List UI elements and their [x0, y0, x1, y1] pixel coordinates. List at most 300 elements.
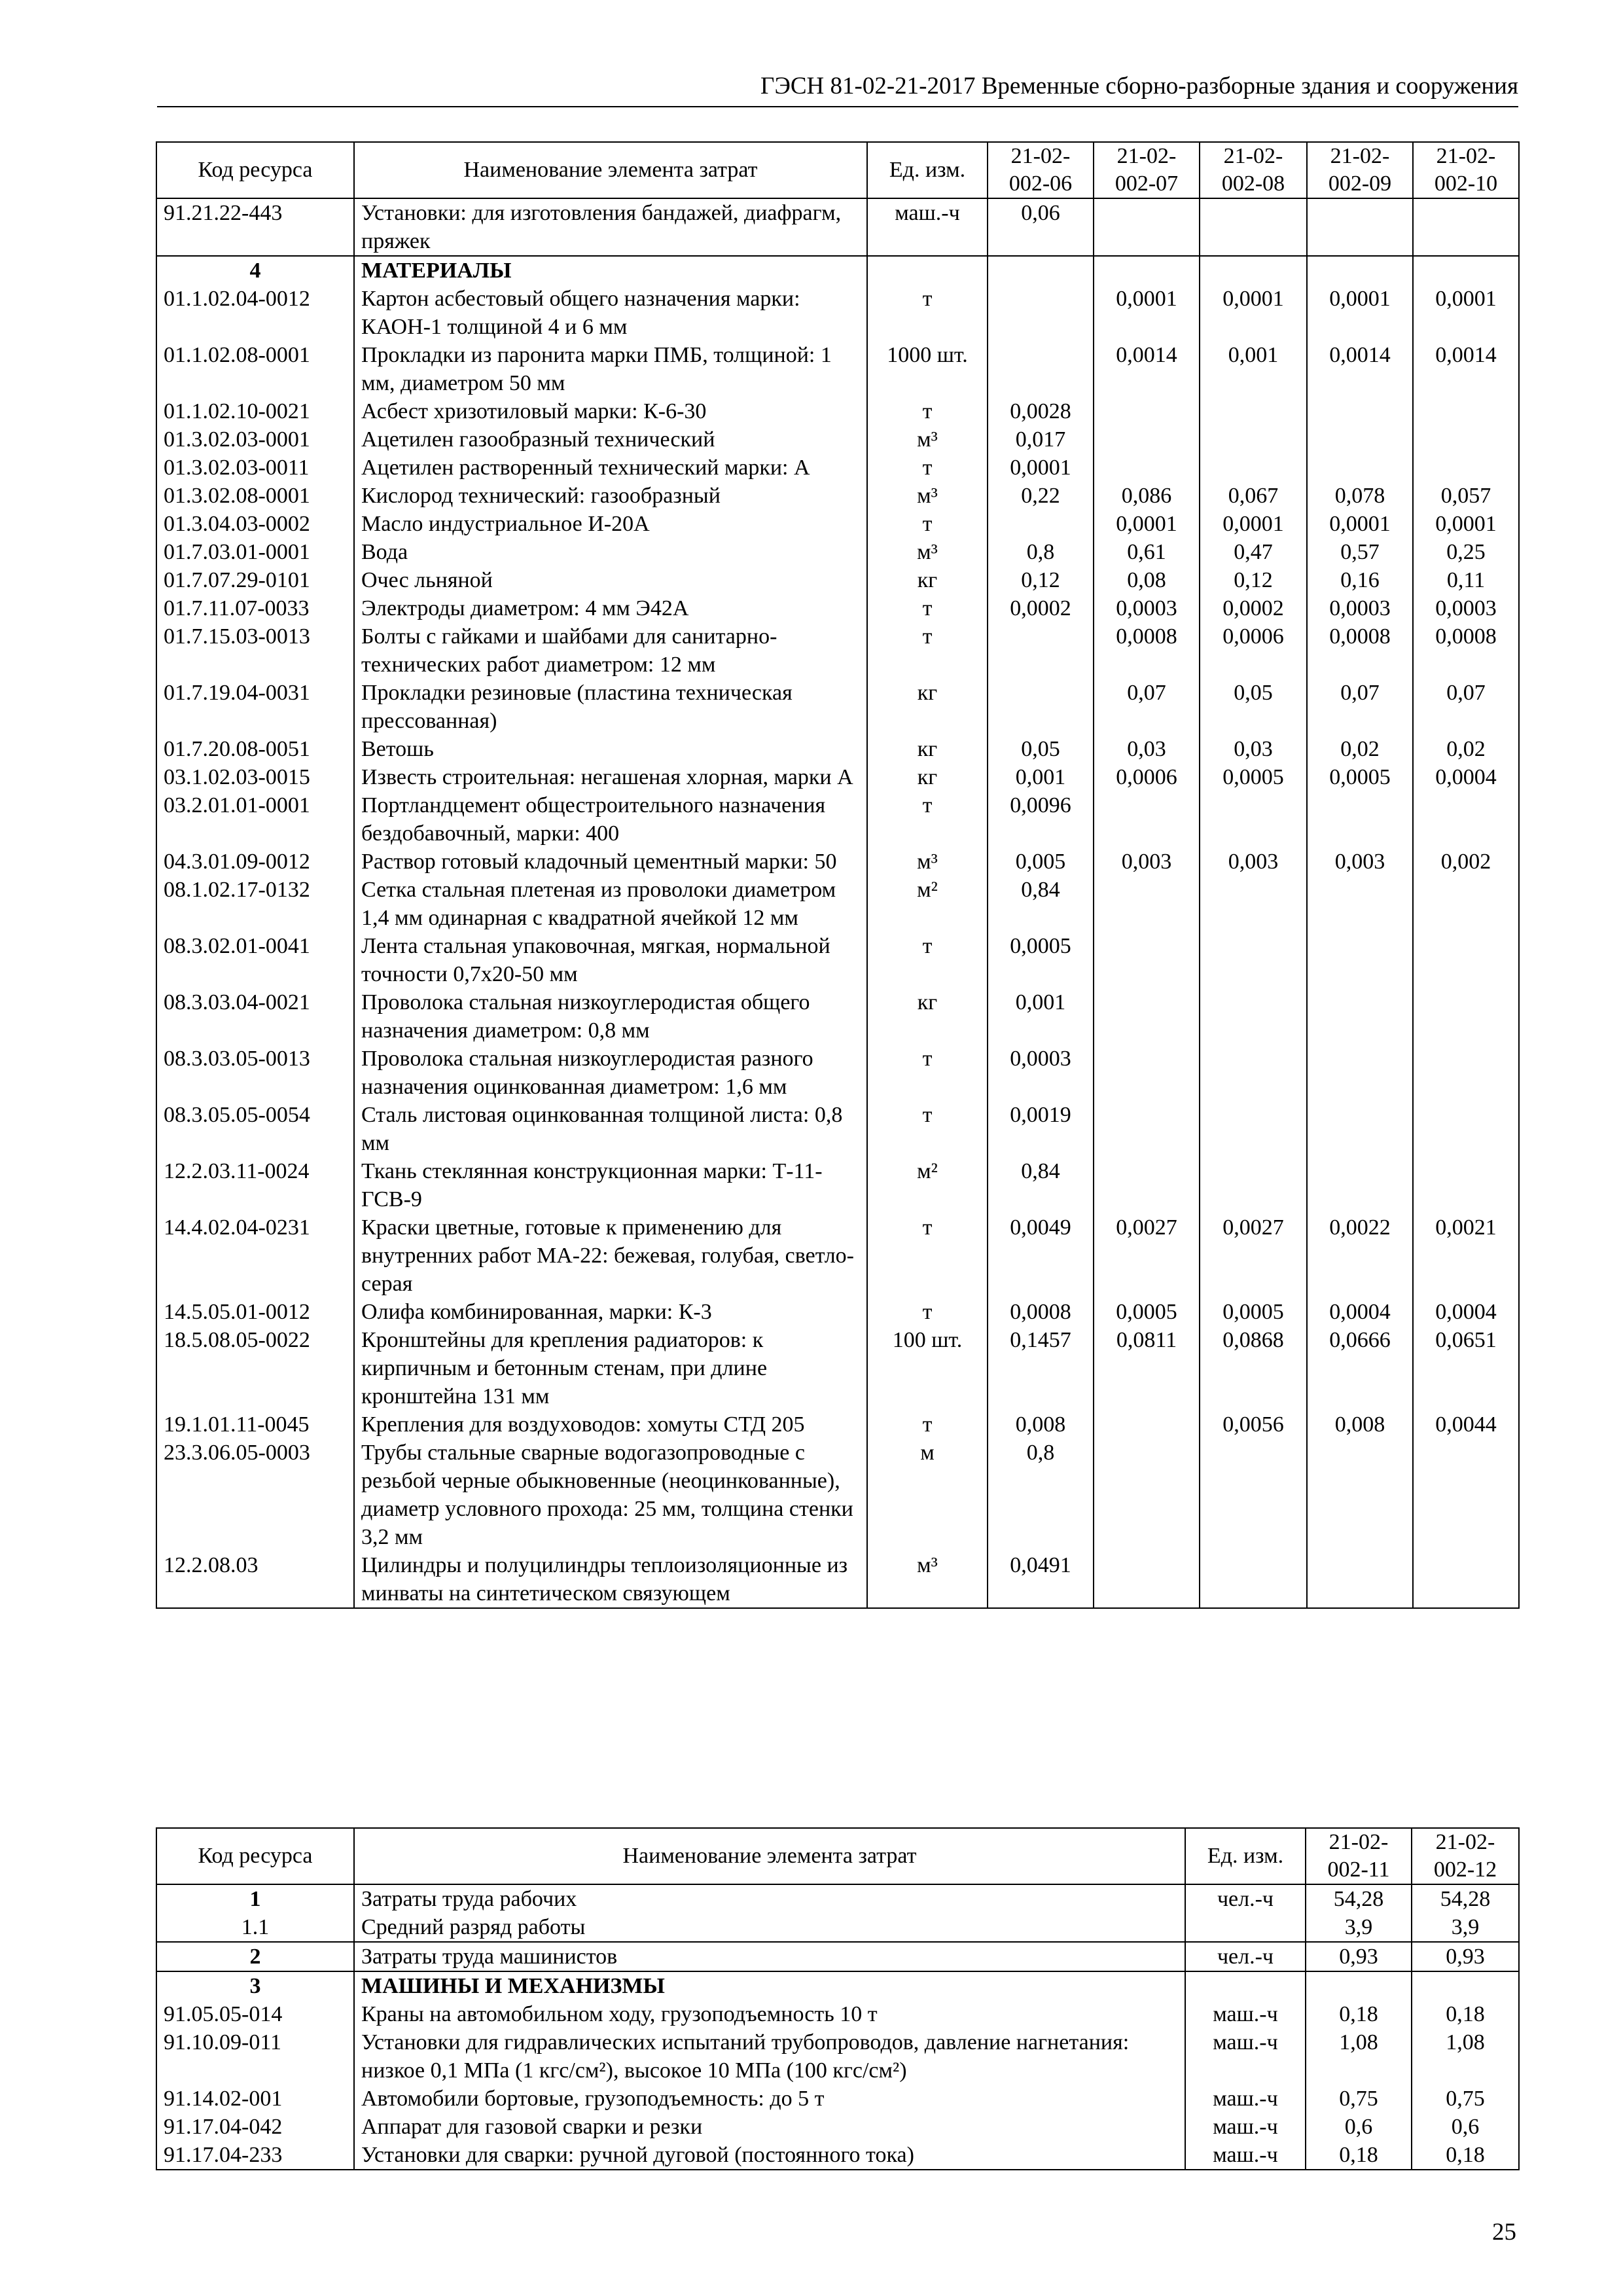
cell-value	[1307, 397, 1413, 425]
cell-value	[1307, 425, 1413, 454]
cell-value: 0,0001	[988, 454, 1094, 482]
cell-value: 0,0014	[1413, 341, 1519, 397]
cell-unit: т	[867, 1101, 988, 1157]
cell-name: Картон асбестовый общего назначения марки: КАОН-1 толщиной 4 и 6 мм	[354, 285, 867, 341]
table-row	[156, 454, 1519, 482]
col-header-name: Наименование элемента затрат	[354, 1828, 1185, 1884]
cell-value	[1307, 1439, 1413, 1551]
cell-value	[1200, 1101, 1307, 1157]
header-rule	[157, 106, 1518, 107]
cell-value	[1413, 1101, 1519, 1157]
table-row	[156, 510, 1519, 538]
table-row	[156, 566, 1519, 594]
cell-value	[1200, 198, 1307, 256]
cell-value: 3,9	[1306, 1913, 1412, 1942]
table-row	[156, 256, 1519, 285]
cell-value: 0,0651	[1413, 1326, 1519, 1410]
cell-code: 03.1.02.03-0015	[156, 763, 354, 791]
cell-value	[1413, 397, 1519, 425]
cell-value: 0,0004	[1413, 1298, 1519, 1326]
cell-value: 0,05	[1200, 679, 1307, 735]
cell-value: 0,002	[1413, 848, 1519, 876]
cell-code: 08.3.03.04-0021	[156, 988, 354, 1045]
cell-value	[1200, 425, 1307, 454]
cell-unit: т	[867, 1045, 988, 1101]
cell-value	[1413, 256, 1519, 285]
cell-code: 12.2.08.03	[156, 1551, 354, 1608]
table-row	[156, 285, 1519, 341]
cell-name: Сталь листовая оцинкованная толщиной листа: 0,8 мм	[354, 1101, 867, 1157]
cell-unit: т	[867, 454, 988, 482]
cell-value: 0,0868	[1200, 1326, 1307, 1410]
cell-value	[1200, 454, 1307, 482]
cell-value: 0,0049	[988, 1213, 1094, 1298]
cell-name: Вода	[354, 538, 867, 566]
cell-name: Очес льняной	[354, 566, 867, 594]
cell-code: 01.1.02.04-0012	[156, 285, 354, 341]
cell-value: 0,8	[988, 538, 1094, 566]
cell-name: Проволока стальная низкоуглеродистая общего назначения диаметром: 0,8 мм	[354, 988, 867, 1045]
cell-value	[1094, 791, 1200, 848]
cell-value	[1307, 198, 1413, 256]
table-row	[156, 1942, 1519, 1971]
cell-name: Аппарат для газовой сварки и резки	[354, 2113, 1185, 2141]
cell-code: 01.3.04.03-0002	[156, 510, 354, 538]
cell-value: 0,07	[1307, 679, 1413, 735]
table-row	[156, 594, 1519, 622]
cell-code: 1	[156, 1884, 354, 1913]
cell-unit: т	[867, 932, 988, 988]
cell-code: 01.7.11.07-0033	[156, 594, 354, 622]
cell-name: МАТЕРИАЛЫ	[354, 256, 867, 285]
cell-code: 91.05.05-014	[156, 2000, 354, 2028]
cell-name: Асбест хризотиловый марки: К-6-30	[354, 397, 867, 425]
cell-name: Болты с гайками и шайбами для санитарно-технических работ диаметром: 12 мм	[354, 622, 867, 679]
cell-name: Кронштейны для крепления радиаторов: к кирпичным и бетонным стенам, при длине кронштейна 131 мм	[354, 1326, 867, 1410]
cell-unit: чел.-ч	[1185, 1884, 1306, 1913]
cell-name: Лента стальная упаковочная, мягкая, нормальной точности 0,7х20-50 мм	[354, 932, 867, 988]
cell-name: Масло индустриальное И-20А	[354, 510, 867, 538]
cell-unit	[1185, 1971, 1306, 2000]
col-header-norm: 21-02-002-06	[988, 142, 1094, 198]
table-row	[156, 1045, 1519, 1101]
cell-code: 03.2.01.01-0001	[156, 791, 354, 848]
cell-value	[1307, 256, 1413, 285]
table-row	[156, 1971, 1519, 2000]
cell-value	[1094, 1157, 1200, 1213]
cell-value: 0,18	[1306, 2141, 1412, 2170]
cell-value	[1413, 1157, 1519, 1213]
cell-value	[1200, 1045, 1307, 1101]
table-row	[156, 397, 1519, 425]
table-row	[156, 876, 1519, 932]
cell-unit: м²	[867, 876, 988, 932]
cell-value: 0,0008	[1094, 622, 1200, 679]
cell-code: 01.3.02.08-0001	[156, 482, 354, 510]
col-header-code: Код ресурса	[156, 1828, 354, 1884]
table-row	[156, 2028, 1519, 2085]
col-header-code: Код ресурса	[156, 142, 354, 198]
cell-value	[1413, 425, 1519, 454]
cell-value	[1307, 1045, 1413, 1101]
cell-name: Ткань стеклянная конструкционная марки: Т-11-ГСВ-9	[354, 1157, 867, 1213]
cell-unit: м³	[867, 425, 988, 454]
cell-value: 0,0028	[988, 397, 1094, 425]
cell-value: 0,0022	[1307, 1213, 1413, 1298]
cell-code: 12.2.03.11-0024	[156, 1157, 354, 1213]
cell-value: 0,078	[1307, 482, 1413, 510]
cell-value: 0,001	[988, 988, 1094, 1045]
cell-unit: 100 шт.	[867, 1326, 988, 1410]
cell-name: Автомобили бортовые, грузоподъемность: до 5 т	[354, 2085, 1185, 2113]
cell-value: 0,0008	[1307, 622, 1413, 679]
cell-code: 1.1	[156, 1913, 354, 1942]
cell-code: 91.14.02-001	[156, 2085, 354, 2113]
cell-unit: м²	[867, 1157, 988, 1213]
resource-table-2	[156, 1827, 1520, 2170]
cell-value: 1,08	[1306, 2028, 1412, 2085]
cell-value: 54,28	[1412, 1884, 1519, 1913]
cell-value	[1200, 1439, 1307, 1551]
cell-value: 0,008	[988, 1410, 1094, 1439]
cell-code: 18.5.08.05-0022	[156, 1326, 354, 1410]
cell-value: 0,75	[1306, 2085, 1412, 2113]
cell-value	[1307, 988, 1413, 1045]
cell-value	[1413, 932, 1519, 988]
cell-unit: кг	[867, 735, 988, 763]
cell-value: 0,84	[988, 876, 1094, 932]
cell-unit: кг	[867, 566, 988, 594]
cell-unit: маш.-ч	[1185, 2000, 1306, 2028]
cell-code: 91.17.04-233	[156, 2141, 354, 2170]
cell-unit: маш.-ч	[1185, 2028, 1306, 2085]
cell-value	[1200, 256, 1307, 285]
cell-value: 0,25	[1413, 538, 1519, 566]
cell-value: 0,005	[988, 848, 1094, 876]
cell-name: Сетка стальная плетеная из проволоки диаметром 1,4 мм одинарная с квадратной ячейкой 12 мм	[354, 876, 867, 932]
cell-name: Крепления для воздуховодов: хомуты СТД 205	[354, 1410, 867, 1439]
cell-value: 0,0001	[1200, 510, 1307, 538]
cell-code: 01.3.02.03-0011	[156, 454, 354, 482]
cell-value: 0,47	[1200, 538, 1307, 566]
cell-value: 0,6	[1306, 2113, 1412, 2141]
cell-unit: т	[867, 594, 988, 622]
cell-unit: маш.-ч	[1185, 2085, 1306, 2113]
table-row	[156, 425, 1519, 454]
table-row	[156, 2141, 1519, 2170]
cell-value	[1200, 932, 1307, 988]
cell-unit: 1000 шт.	[867, 341, 988, 397]
running-header: ГЭСН 81-02-21-2017 Временные сборно-разборные здания и сооружения	[760, 73, 1518, 99]
resource-table-1	[156, 141, 1520, 1609]
cell-name: Электроды диаметром: 4 мм Э42А	[354, 594, 867, 622]
cell-value	[1200, 988, 1307, 1045]
cell-value	[1094, 1410, 1200, 1439]
cell-value: 0,08	[1094, 566, 1200, 594]
cell-value: 0,03	[1200, 735, 1307, 763]
cell-value	[1094, 1045, 1200, 1101]
table-row	[156, 1551, 1519, 1608]
cell-value	[1094, 397, 1200, 425]
cell-value: 0,0005	[1200, 763, 1307, 791]
cell-name: Портландцемент общестроительного назначения бездобавочный, марки: 400	[354, 791, 867, 848]
cell-unit: маш.-ч	[1185, 2113, 1306, 2141]
cell-value	[1307, 791, 1413, 848]
cell-unit: т	[867, 1410, 988, 1439]
table-row	[156, 848, 1519, 876]
table-row	[156, 2000, 1519, 2028]
table-row	[156, 1913, 1519, 1942]
cell-value: 0,02	[1413, 735, 1519, 763]
cell-code: 14.5.05.01-0012	[156, 1298, 354, 1326]
cell-value	[1413, 1045, 1519, 1101]
cell-unit: т	[867, 1298, 988, 1326]
cell-value: 0,017	[988, 425, 1094, 454]
cell-unit: м³	[867, 1551, 988, 1608]
cell-value: 0,001	[1200, 341, 1307, 397]
cell-value: 0,0003	[1307, 594, 1413, 622]
cell-value: 0,07	[1094, 679, 1200, 735]
cell-value: 0,12	[988, 566, 1094, 594]
cell-value: 0,057	[1413, 482, 1519, 510]
table-row	[156, 341, 1519, 397]
col-header-unit: Ед. изм.	[867, 142, 988, 198]
cell-value: 0,0027	[1200, 1213, 1307, 1298]
table-row	[156, 763, 1519, 791]
cell-name: Раствор готовый кладочный цементный марки: 50	[354, 848, 867, 876]
cell-value	[1413, 988, 1519, 1045]
cell-name: Ацетилен растворенный технический марки: А	[354, 454, 867, 482]
cell-value	[1094, 425, 1200, 454]
cell-value	[1200, 1551, 1307, 1608]
cell-value	[1413, 454, 1519, 482]
cell-value	[988, 622, 1094, 679]
cell-name: Ветошь	[354, 735, 867, 763]
cell-value: 0,0003	[1094, 594, 1200, 622]
cell-code: 01.7.03.01-0001	[156, 538, 354, 566]
cell-value: 0,75	[1412, 2085, 1519, 2113]
cell-value	[1307, 876, 1413, 932]
cell-value: 0,0002	[988, 594, 1094, 622]
cell-unit: т	[867, 791, 988, 848]
cell-value	[1094, 1101, 1200, 1157]
cell-name: Прокладки резиновые (пластина техническая прессованная)	[354, 679, 867, 735]
cell-value: 0,0002	[1200, 594, 1307, 622]
cell-value: 0,06	[988, 198, 1094, 256]
cell-value: 0,0005	[1307, 763, 1413, 791]
cell-value: 0,18	[1412, 2141, 1519, 2170]
col-header-name: Наименование элемента затрат	[354, 142, 867, 198]
cell-code: 08.1.02.17-0132	[156, 876, 354, 932]
cell-value: 0,0001	[1307, 285, 1413, 341]
table-row	[156, 1101, 1519, 1157]
cell-unit: кг	[867, 988, 988, 1045]
cell-name: Известь строительная: негашеная хлорная, марки А	[354, 763, 867, 791]
cell-value: 1,08	[1412, 2028, 1519, 2085]
cell-unit: т	[867, 285, 988, 341]
cell-value: 0,0008	[1413, 622, 1519, 679]
cell-unit	[867, 256, 988, 285]
col-header-norm: 21-02-002-12	[1412, 1828, 1519, 1884]
cell-value: 0,003	[1200, 848, 1307, 876]
cell-unit: т	[867, 397, 988, 425]
cell-name: Установки для гидравлических испытаний трубопроводов, давление нагнетания: низкое 0,1 МПа (1 кгс/см²), высокое 10 МПа (100 кгс/см²)	[354, 2028, 1185, 2085]
cell-value: 0,0021	[1413, 1213, 1519, 1298]
cell-value	[988, 285, 1094, 341]
cell-value: 0,12	[1200, 566, 1307, 594]
cell-value: 0,0001	[1094, 285, 1200, 341]
cell-code: 01.7.19.04-0031	[156, 679, 354, 735]
cell-value: 0,0008	[988, 1298, 1094, 1326]
cell-value: 0,8	[988, 1439, 1094, 1551]
cell-value: 0,0001	[1413, 285, 1519, 341]
cell-value: 0,16	[1307, 566, 1413, 594]
cell-value	[1412, 1971, 1519, 2000]
table-row	[156, 1326, 1519, 1410]
cell-code: 23.3.06.05-0003	[156, 1439, 354, 1551]
cell-name: Затраты труда рабочих	[354, 1884, 1185, 1913]
cell-value: 0,93	[1412, 1942, 1519, 1971]
col-header-norm: 21-02-002-08	[1200, 142, 1307, 198]
cell-value: 0,0044	[1413, 1410, 1519, 1439]
table-row	[156, 2085, 1519, 2113]
cell-value: 0,03	[1094, 735, 1200, 763]
cell-code: 08.3.03.05-0013	[156, 1045, 354, 1101]
cell-value	[1306, 1971, 1412, 2000]
cell-value: 0,0666	[1307, 1326, 1413, 1410]
cell-name: Установки для сварки: ручной дуговой (постоянного тока)	[354, 2141, 1185, 2170]
cell-code: 14.4.02.04-0231	[156, 1213, 354, 1298]
cell-name: Краски цветные, готовые к применению для внутренних работ МА-22: бежевая, голубая, светло-серая	[354, 1213, 867, 1298]
cell-value	[1094, 454, 1200, 482]
cell-code: 3	[156, 1971, 354, 2000]
cell-value: 0,008	[1307, 1410, 1413, 1439]
cell-value: 0,0001	[1094, 510, 1200, 538]
cell-unit: м³	[867, 482, 988, 510]
table-header-row	[156, 1828, 1519, 1884]
col-header-norm: 21-02-002-11	[1306, 1828, 1412, 1884]
cell-code: 91.17.04-042	[156, 2113, 354, 2141]
cell-value: 0,0096	[988, 791, 1094, 848]
cell-value: 3,9	[1412, 1913, 1519, 1942]
cell-value	[1094, 988, 1200, 1045]
cell-value: 0,0004	[1307, 1298, 1413, 1326]
cell-unit: м³	[867, 848, 988, 876]
cell-name: Трубы стальные сварные водогазопроводные с резьбой черные обыкновенные (неоцинкованные), диаметр условного прохода: 25 мм, толщина стенки 3,2 мм	[354, 1439, 867, 1551]
col-header-norm: 21-02-002-09	[1307, 142, 1413, 198]
cell-name: Прокладки из паронита марки ПМБ, толщиной: 1 мм, диаметром 50 мм	[354, 341, 867, 397]
cell-code: 4	[156, 256, 354, 285]
cell-name: Олифа комбинированная, марки: К-3	[354, 1298, 867, 1326]
table-header-row	[156, 142, 1519, 198]
cell-unit: кг	[867, 679, 988, 735]
cell-code: 01.1.02.08-0001	[156, 341, 354, 397]
cell-value: 0,84	[988, 1157, 1094, 1213]
cell-value: 0,02	[1307, 735, 1413, 763]
cell-value	[1200, 397, 1307, 425]
cell-unit: т	[867, 510, 988, 538]
cell-value	[1307, 454, 1413, 482]
cell-value: 0,18	[1412, 2000, 1519, 2028]
cell-value	[1307, 932, 1413, 988]
cell-value	[1413, 1551, 1519, 1608]
table-row	[156, 932, 1519, 988]
col-header-norm: 21-02-002-10	[1413, 142, 1519, 198]
table-row	[156, 2113, 1519, 2141]
cell-code: 19.1.01.11-0045	[156, 1410, 354, 1439]
page-number: 25	[1492, 2219, 1516, 2246]
cell-code: 01.7.07.29-0101	[156, 566, 354, 594]
cell-name: Проволока стальная низкоуглеродистая разного назначения оцинкованная диаметром: 1,6 мм	[354, 1045, 867, 1101]
cell-code: 2	[156, 1942, 354, 1971]
cell-unit: маш.-ч	[1185, 2141, 1306, 2170]
cell-value: 0,0014	[1094, 341, 1200, 397]
table-row	[156, 1884, 1519, 1913]
cell-value: 0,0811	[1094, 1326, 1200, 1410]
cell-value	[1094, 876, 1200, 932]
cell-value: 54,28	[1306, 1884, 1412, 1913]
cell-unit: м	[867, 1439, 988, 1551]
cell-name: Цилиндры и полуцилиндры теплоизоляционные из минваты на синтетическом связующем	[354, 1551, 867, 1608]
cell-value	[1094, 1551, 1200, 1608]
cell-value: 0,003	[1307, 848, 1413, 876]
cell-code: 08.3.05.05-0054	[156, 1101, 354, 1157]
cell-value	[988, 510, 1094, 538]
cell-value: 0,07	[1413, 679, 1519, 735]
cell-value: 0,0019	[988, 1101, 1094, 1157]
cell-value: 0,003	[1094, 848, 1200, 876]
cell-value: 0,0056	[1200, 1410, 1307, 1439]
col-header-norm: 21-02-002-07	[1094, 142, 1200, 198]
cell-unit: чел.-ч	[1185, 1942, 1306, 1971]
cell-value	[1307, 1101, 1413, 1157]
cell-value: 0,0003	[988, 1045, 1094, 1101]
cell-value: 0,61	[1094, 538, 1200, 566]
table-row	[156, 482, 1519, 510]
cell-value: 0,0014	[1307, 341, 1413, 397]
cell-code: 01.3.02.03-0001	[156, 425, 354, 454]
cell-value: 0,0006	[1094, 763, 1200, 791]
table-row	[156, 622, 1519, 679]
cell-value: 0,57	[1307, 538, 1413, 566]
cell-value	[988, 679, 1094, 735]
cell-value	[1307, 1551, 1413, 1608]
cell-code: 91.10.09-011	[156, 2028, 354, 2085]
cell-value: 0,001	[988, 763, 1094, 791]
cell-value: 0,067	[1200, 482, 1307, 510]
table-row	[156, 1157, 1519, 1213]
cell-name: Краны на автомобильном ходу, грузоподъемность 10 т	[354, 2000, 1185, 2028]
cell-unit: т	[867, 622, 988, 679]
cell-value: 0,0005	[1200, 1298, 1307, 1326]
cell-value	[1094, 198, 1200, 256]
cell-name: Кислород технический: газообразный	[354, 482, 867, 510]
cell-value	[1200, 791, 1307, 848]
cell-value	[988, 256, 1094, 285]
cell-code: 01.7.15.03-0013	[156, 622, 354, 679]
cell-value: 0,0003	[1413, 594, 1519, 622]
cell-value: 0,0005	[988, 932, 1094, 988]
cell-value: 0,086	[1094, 482, 1200, 510]
table-row	[156, 791, 1519, 848]
cell-value: 0,0001	[1200, 285, 1307, 341]
cell-value	[1413, 876, 1519, 932]
table-row	[156, 988, 1519, 1045]
cell-value	[1094, 256, 1200, 285]
cell-unit: т	[867, 1213, 988, 1298]
cell-value	[1094, 932, 1200, 988]
cell-value: 0,11	[1413, 566, 1519, 594]
